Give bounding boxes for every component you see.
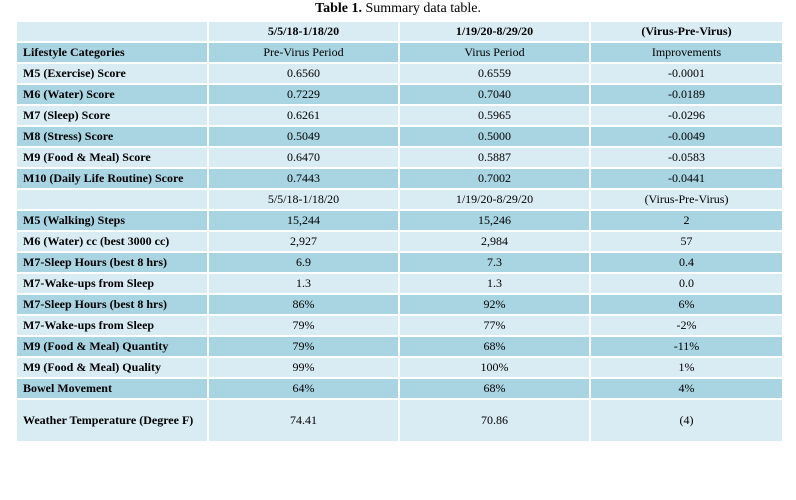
pre-virus-cell: 6.9 [208,252,399,273]
row-label: M5 (Walking) Steps [16,210,208,231]
table-caption [0,0,796,20]
row-label [16,21,208,42]
table-row [16,84,783,105]
table-row [16,273,783,294]
virus-cell: 70.86 [399,399,590,442]
improvement-cell: 1% [590,357,783,378]
row-label: M7-Sleep Hours (best 8 hrs) [16,252,208,273]
pre-virus-cell: 0.6261 [208,105,399,126]
pre-virus-cell: 15,244 [208,210,399,231]
virus-cell: 0.7002 [399,168,590,189]
row-label: Bowel Movement [16,378,208,399]
virus-cell: 0.7040 [399,84,590,105]
virus-cell: 68% [399,336,590,357]
pre-virus-cell: 0.7229 [208,84,399,105]
row-label: M7-Wake-ups from Sleep [16,315,208,336]
improvement-cell: (Virus-Pre-Virus) [590,189,783,210]
row-label: M5 (Exercise) Score [16,63,208,84]
row-label: M9 (Food & Meal) Quantity [16,336,208,357]
pre-virus-cell: 0.5049 [208,126,399,147]
improvement-cell: 2 [590,210,783,231]
pre-virus-cell: 5/5/18-1/18/20 [208,189,399,210]
pre-virus-cell: 74.41 [208,399,399,442]
improvement-cell: -0.0001 [590,63,783,84]
table-row [16,189,783,210]
virus-cell: 77% [399,315,590,336]
improvement-cell: Improvements [590,42,783,63]
table-row [16,315,783,336]
pre-virus-cell: 64% [208,378,399,399]
virus-cell: 0.5000 [399,126,590,147]
table-row [16,252,783,273]
pre-virus-cell: 1.3 [208,273,399,294]
virus-cell: 2,984 [399,231,590,252]
row-label: M6 (Water) cc (best 3000 cc) [16,231,208,252]
row-label: M9 (Food & Meal) Quality [16,357,208,378]
virus-cell: 0.5887 [399,147,590,168]
caption-text: Summary data table. [361,1,481,16]
improvement-cell: 57 [590,231,783,252]
improvement-cell: 0.0 [590,273,783,294]
improvement-cell: -2% [590,315,783,336]
table-row [16,147,783,168]
table-row [16,399,783,442]
table-row [16,105,783,126]
virus-cell: 1/19/20-8/29/20 [399,21,590,42]
virus-cell: 0.6559 [399,63,590,84]
row-label: M7-Sleep Hours (best 8 hrs) [16,294,208,315]
virus-cell: Virus Period [399,42,590,63]
row-label: M9 (Food & Meal) Score [16,147,208,168]
row-label: Weather Temperature (Degree F) [16,399,208,442]
table-row [16,210,783,231]
improvement-cell: (Virus-Pre-Virus) [590,21,783,42]
table-row [16,21,783,42]
improvement-cell: (4) [590,399,783,442]
table-row [16,168,783,189]
virus-cell: 0.5965 [399,105,590,126]
virus-cell: 1.3 [399,273,590,294]
improvement-cell: 0.4 [590,252,783,273]
improvement-cell: -0.0049 [590,126,783,147]
table-row [16,231,783,252]
table-row [16,294,783,315]
row-label: M8 (Stress) Score [16,126,208,147]
pre-virus-cell: 0.6470 [208,147,399,168]
pre-virus-cell: Pre-Virus Period [208,42,399,63]
pre-virus-cell: 2,927 [208,231,399,252]
table-row [16,42,783,63]
row-label [16,189,208,210]
virus-cell: 100% [399,357,590,378]
pre-virus-cell: 79% [208,336,399,357]
improvement-cell: -0.0441 [590,168,783,189]
improvement-cell: -0.0296 [590,105,783,126]
row-label: Lifestyle Categories [16,42,208,63]
virus-cell: 15,246 [399,210,590,231]
row-label: M7-Wake-ups from Sleep [16,273,208,294]
improvement-cell: -0.0189 [590,84,783,105]
virus-cell: 7.3 [399,252,590,273]
virus-cell: 1/19/20-8/29/20 [399,189,590,210]
pre-virus-cell: 5/5/18-1/18/20 [208,21,399,42]
pre-virus-cell: 86% [208,294,399,315]
table-row [16,357,783,378]
virus-cell: 92% [399,294,590,315]
row-label: M6 (Water) Score [16,84,208,105]
pre-virus-cell: 99% [208,357,399,378]
pre-virus-cell: 79% [208,315,399,336]
summary-data-table [15,20,784,443]
virus-cell: 68% [399,378,590,399]
improvement-cell: 6% [590,294,783,315]
table-row [16,63,783,84]
improvement-cell: 4% [590,378,783,399]
improvement-cell: -11% [590,336,783,357]
row-label: M7 (Sleep) Score [16,105,208,126]
caption-label: Table 1. [315,1,362,16]
table-row [16,336,783,357]
pre-virus-cell: 0.7443 [208,168,399,189]
improvement-cell: -0.0583 [590,147,783,168]
table-row [16,378,783,399]
pre-virus-cell: 0.6560 [208,63,399,84]
table-row [16,126,783,147]
row-label: M10 (Daily Life Routine) Score [16,168,208,189]
